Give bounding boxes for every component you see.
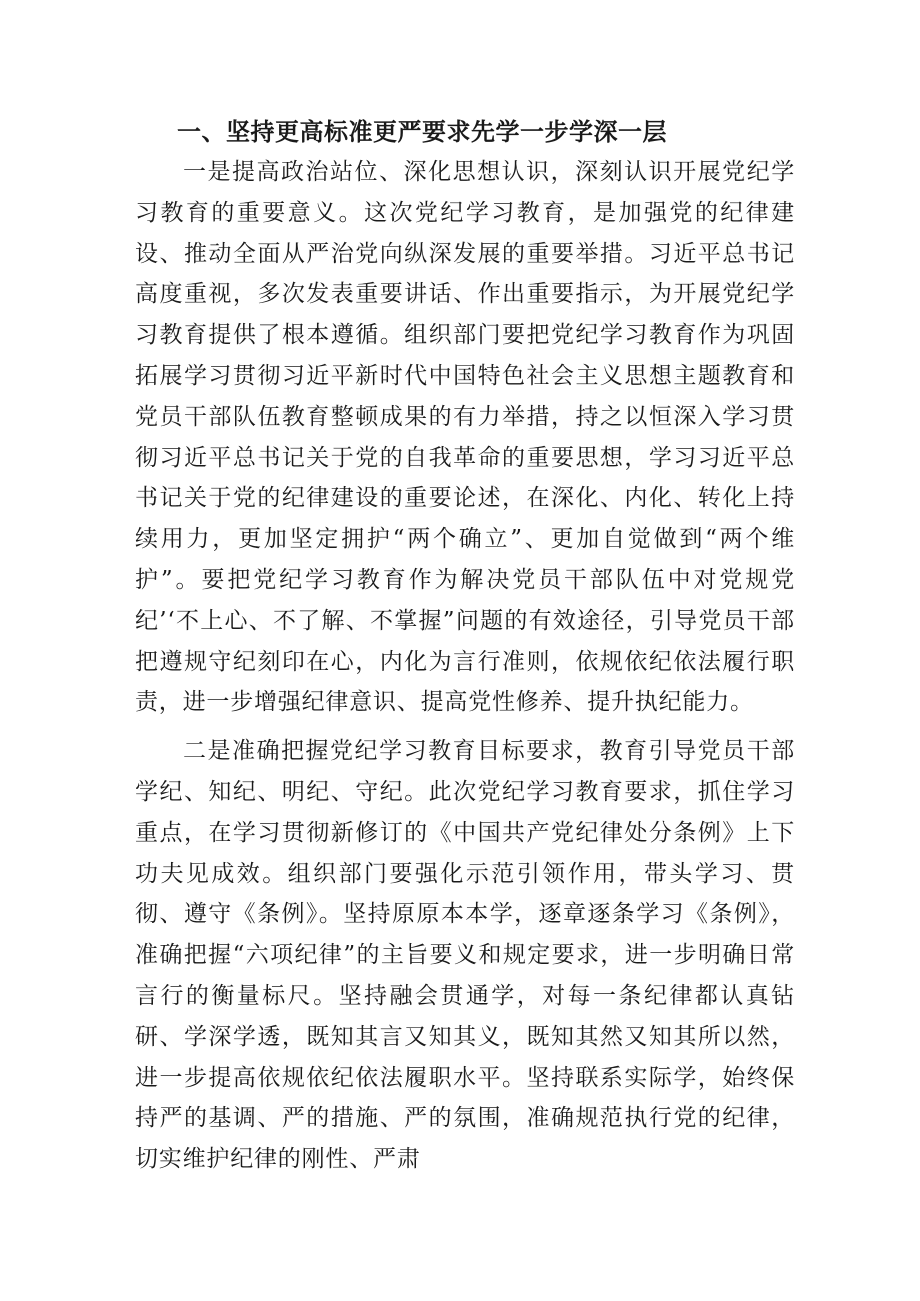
paragraph-1: 一是提高政治站位、深化思想认识，深刻认识开展党纪学习教育的重要意义。这次党纪学习教育，是加强党的纪律建设、推动全面从严治党向纵深发展的重要举措。习近平总书记高度重视，多次发表重要讲话、作出重要指示，为开展党纪学习教育提供了根本遵循。组织部门要把党纪学习教育作为巩固拓展学习贯彻习近平新时代中国特色社会主义思想主题教育和党员干部队伍教育整顿成果的有力举措，持之以恒深入学习贯彻习近平总书记关于党的自我革命的重要思想，学习习近平总书记关于党的纪律建设的重要论述，在深化、内化、转化上持续用力，更加坚定拥护“两个确立”、更加自觉做到“两个维护”。要把党纪学习教育作为解决党员干部队伍中对党规党纪’‘不上心、不了解、不掌握”问题的有效途径，引导党员干部把遵规守纪刻印在心，内化为言行准则，依规依纪依法履行职责，进一步增强纪律意识、提高党性修养、提升执纪能力。 [135,159,795,716]
document-body [135,112,795,1180]
section-heading: 一、坚持更高标准更严要求先学一步学深一层 [177,118,667,146]
paragraph-2: 二是准确把握党纪学习教育目标要求，教育引导党员干部学纪、知纪、明纪、守纪。此次党纪学习教育要求，抓住学习重点，在学习贯彻新修订的《中国共产党纪律处分条例》上下功夫见成效。组织部门要强化示范引领作用，带头学习、贯彻、遵守《条例》。坚持原原本本学，逐章逐条学习《条例》，准确把握“六项纪律”的主旨要义和规定要求，进一步明确日常言行的衡量标尺。坚持融会贯通学，对每一条纪律都认真钻研、学深学透，既知其言又知其义，既知其然又知其所以然，进一步提高依规依纪依法履职水平。坚持联系实际学，始终保持严的基调、严的措施、严的氛围，准确规范执行党的纪律，切实维护纪律的刚性、严肃 [135,738,795,1173]
